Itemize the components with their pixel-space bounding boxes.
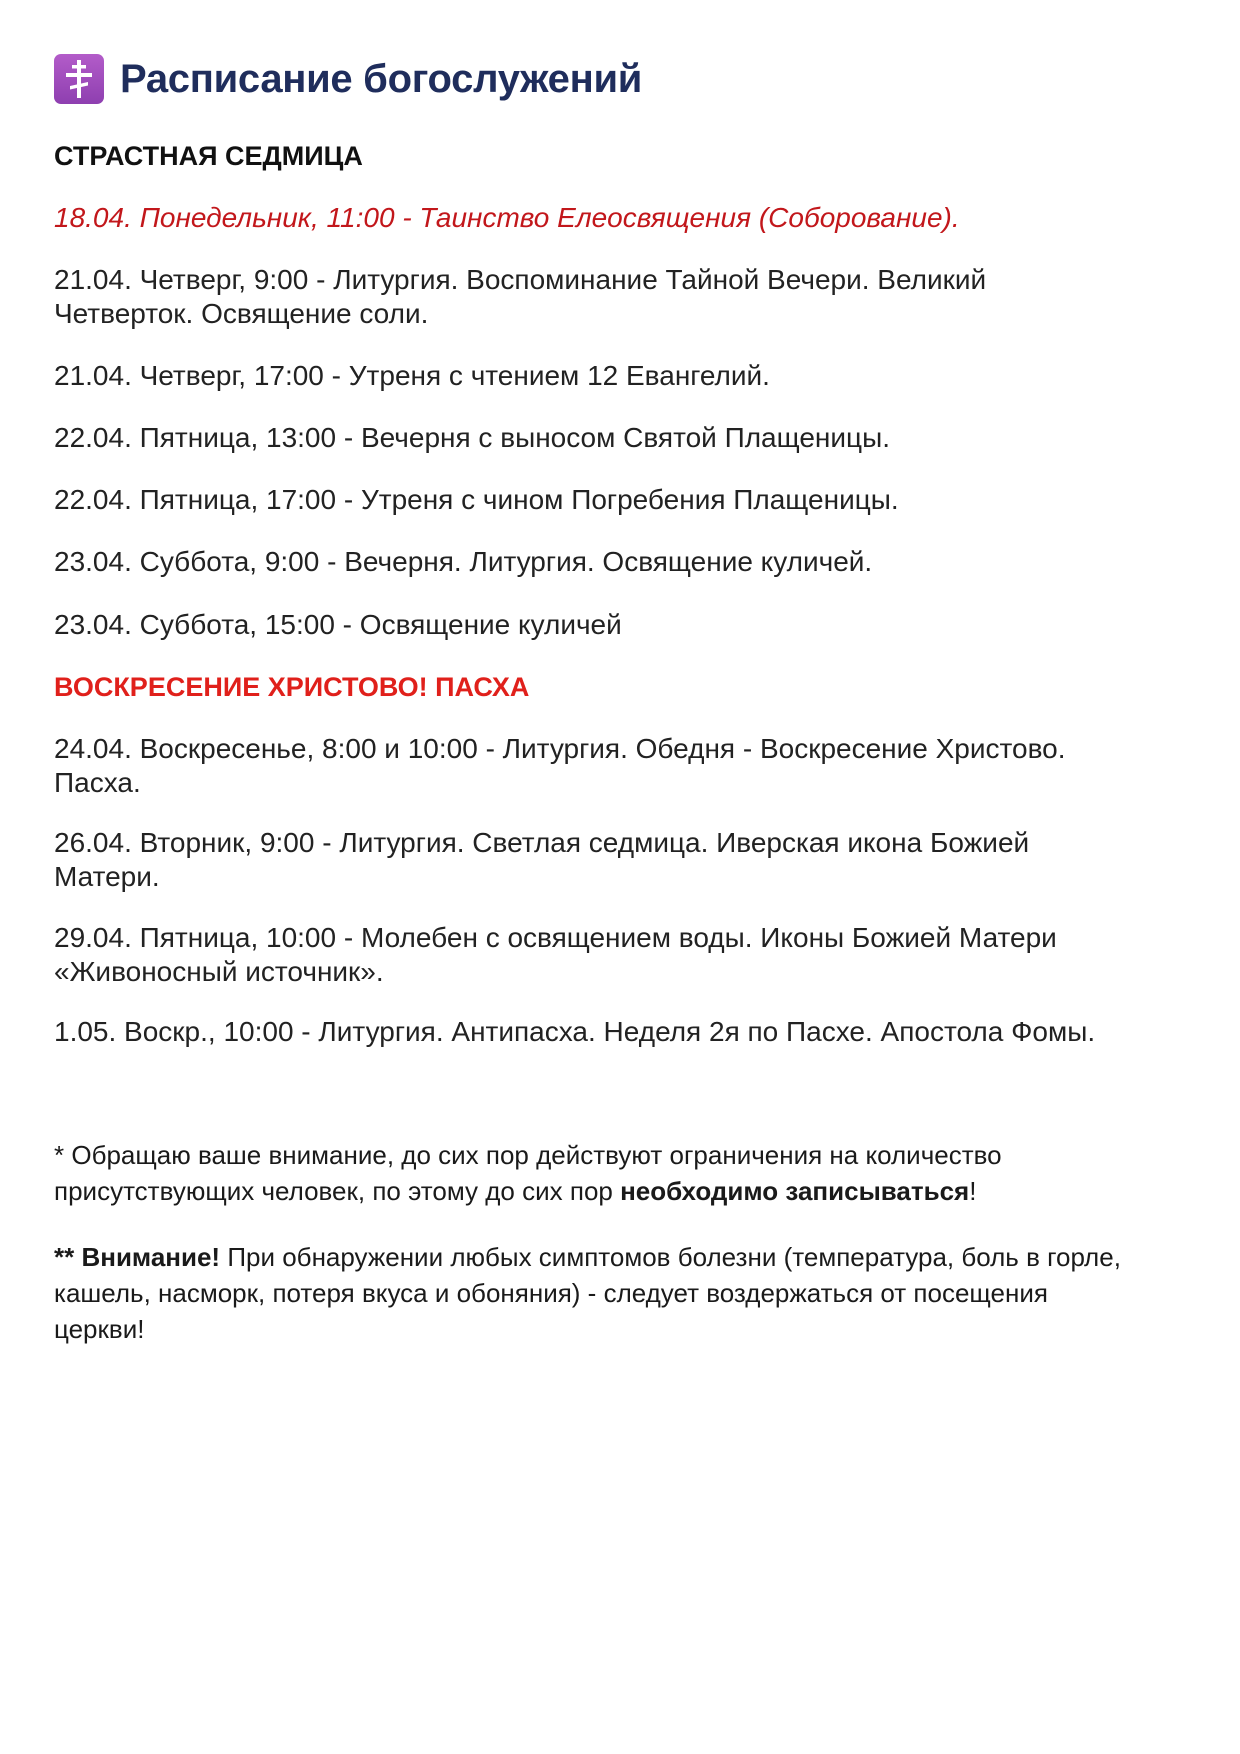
schedule-entry: 21.04. Четверг, 17:00 - Утреня с чтением 12 Евангелий. <box>54 360 770 391</box>
notice-registration-line1: * Обращаю ваше внимание, до сих пор действуют ограничения на количество <box>54 1140 1002 1170</box>
notice-health-line3: церкви! <box>54 1314 145 1344</box>
notice-text: ! <box>969 1176 977 1206</box>
notice-text: присутствующих человек, по этому до сих пор <box>54 1176 621 1206</box>
schedule-entry-continuation: Матери. <box>54 861 160 892</box>
header <box>54 54 642 104</box>
notice-text: При обнаружении любых симптомов болезни (температура, боль в горле, <box>220 1242 1121 1272</box>
notice-registration-line2 <box>54 1172 976 1210</box>
notice-health-line2: кашель, насморк, потеря вкуса и обоняния) - следует воздержаться от посещения <box>54 1278 1048 1308</box>
notice-health-line1 <box>54 1238 1121 1276</box>
schedule-entry-continuation: Четверток. Освящение соли. <box>54 298 429 329</box>
schedule-entry: 22.04. Пятница, 17:00 - Утреня с чином Погребения Плащеницы. <box>54 484 899 515</box>
schedule-entry: 1.05. Воскр., 10:00 - Литургия. Антипасха. Неделя 2я по Пасхе. Апостола Фомы. <box>54 1016 1096 1047</box>
schedule-entry: 23.04. Суббота, 15:00 - Освящение куличей <box>54 609 622 640</box>
page-title: Расписание богослужений <box>120 56 643 101</box>
schedule-entry-continuation: Пасха. <box>54 767 141 798</box>
schedule-entry: 22.04. Пятница, 13:00 - Вечерня с выносом Святой Плащеницы. <box>54 422 890 453</box>
section-heading-easter: ВОСКРЕСЕНИЕ ХРИСТОВО! ПАСХА <box>54 672 530 702</box>
notice-text: ** <box>54 1242 82 1272</box>
notice-emphasis: необходимо записываться <box>620 1176 970 1206</box>
schedule-entry: 23.04. Суббота, 9:00 - Вечерня. Литургия. Освящение куличей. <box>54 546 873 577</box>
notice-emphasis: Внимание! <box>81 1242 221 1272</box>
schedule-entry: 26.04. Вторник, 9:00 - Литургия. Светлая седмица. Иверская икона Божией <box>54 827 1030 858</box>
schedule-entry: 29.04. Пятница, 10:00 - Молебен с освящением воды. Иконы Божией Матери <box>54 922 1057 953</box>
schedule-entry-continuation: «Живоносный источник». <box>54 956 384 987</box>
orthodox-cross-icon <box>54 54 104 104</box>
schedule-entry: 24.04. Воскресенье, 8:00 и 10:00 - Литургия. Обедня - Воскресение Христово. <box>54 733 1066 764</box>
schedule-entry: 18.04. Понедельник, 11:00 - Таинство Елеосвящения (Соборование). <box>54 202 960 233</box>
schedule-entry: 21.04. Четверг, 9:00 - Литургия. Воспоминание Тайной Вечери. Великий <box>54 264 987 295</box>
section-heading-holy-week: СТРАСТНАЯ СЕДМИЦА <box>54 141 363 171</box>
